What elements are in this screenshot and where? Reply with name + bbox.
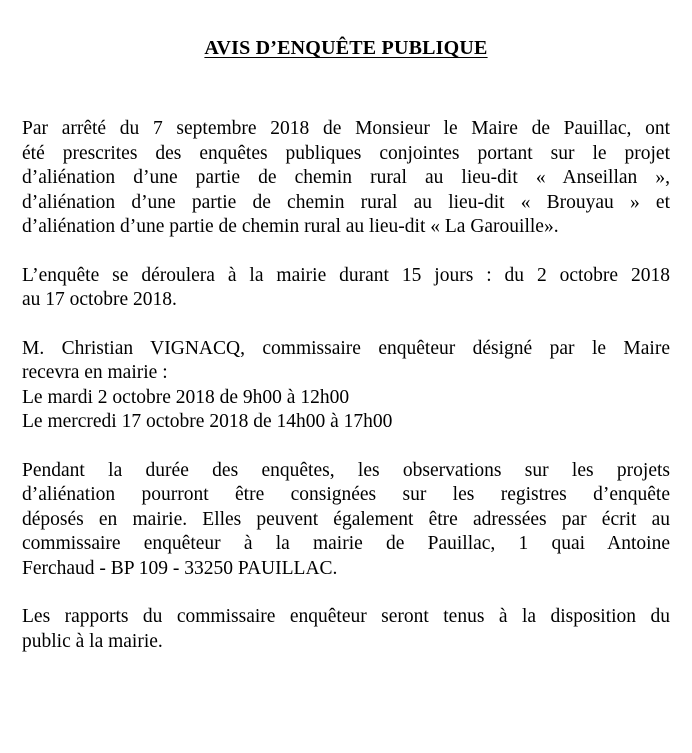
text-line: au 17 octobre 2018. — [22, 289, 177, 310]
text-line: été prescrites des enquêtes publiques conjointes portant sur le projet — [22, 142, 670, 164]
text-line: Pendant la durée des enquêtes, les observations sur les projets — [22, 459, 670, 481]
paragraph-observations — [22, 459, 670, 582]
paragraph-commissioner — [22, 337, 670, 435]
text-line: commissaire enquêteur à la mairie de Pauillac, 1 quai Antoine — [22, 533, 670, 554]
schedule-line: Le mardi 2 octobre 2018 de 9h00 à 12h00 — [22, 386, 350, 408]
text-line: d’aliénation pourront être consignées sur les registres d’enquête — [22, 484, 670, 505]
text-line: M. Christian VIGNACQ, commissaire enquêteur désigné par le Maire — [22, 337, 670, 359]
text-line: d’aliénation d’une partie de chemin rural au lieu-dit « Anseillan », — [22, 167, 670, 188]
paragraph-decree — [22, 117, 670, 240]
text-line: public à la mairie. — [22, 630, 163, 652]
notice-title: AVIS D’ENQUÊTE PUBLIQUE — [204, 37, 488, 59]
schedule-line: Le mercredi 17 octobre 2018 de 14h00 à 17h00 — [22, 411, 393, 432]
text-line: L’enquête se déroulera à la mairie durant 15 jours : du 2 octobre 2018 — [22, 264, 670, 286]
text-line: d’aliénation d’une partie de chemin rural au lieu-dit « La Garouille». — [22, 216, 559, 237]
paragraph-reports — [22, 605, 670, 654]
text-line: d’aliénation d’une partie de chemin rural au lieu-dit « Brouyau » et — [22, 191, 670, 213]
text-line: Ferchaud - BP 109 - 33250 PAUILLAC. — [22, 557, 338, 579]
text-line: recevra en mairie : — [22, 362, 168, 383]
paragraph-duration — [22, 264, 670, 313]
text-line: Les rapports du commissaire enquêteur seront tenus à la disposition du — [22, 606, 670, 627]
text-line: déposés en mairie. Elles peuvent également être adressées par écrit au — [22, 508, 670, 530]
notice-body — [22, 117, 670, 654]
text-line: Par arrêté du 7 septembre 2018 de Monsieur le Maire de Pauillac, ont — [22, 118, 670, 139]
